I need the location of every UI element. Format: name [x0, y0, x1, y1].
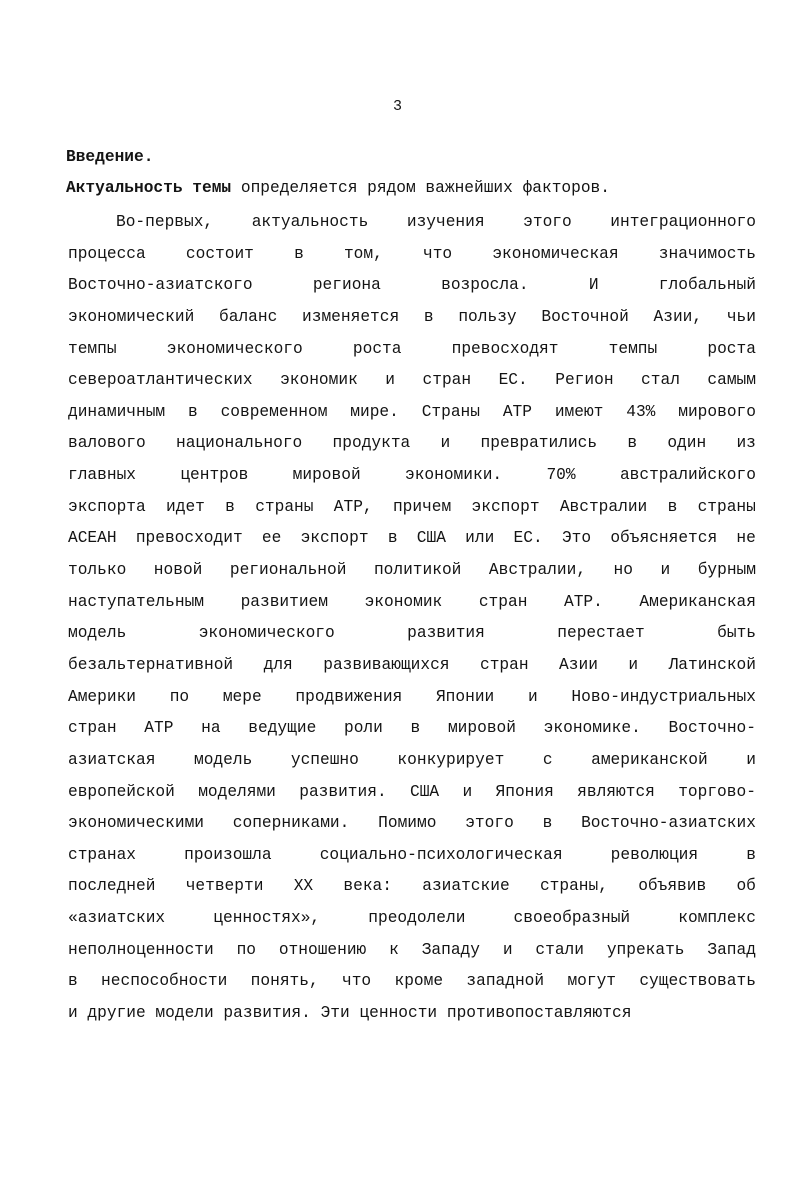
word: ее — [261, 529, 282, 548]
word: том, — [343, 244, 383, 263]
word: Латинской — [668, 655, 756, 674]
word: этого — [465, 814, 514, 833]
word: роста — [707, 339, 756, 358]
word: АТР — [502, 402, 532, 421]
word: национального — [175, 434, 303, 453]
word: в — [542, 814, 553, 833]
word: Австралии, — [488, 561, 587, 580]
word: Америки — [68, 687, 136, 706]
word: по — [169, 687, 190, 706]
word: экспорта — [68, 497, 146, 516]
word: быть — [717, 624, 756, 643]
word: к — [389, 940, 399, 959]
body-paragraph — [68, 211, 756, 1034]
word: модель — [194, 750, 253, 769]
word: Американская — [639, 592, 756, 611]
word: роста — [352, 339, 402, 358]
word: с — [542, 750, 553, 769]
word: развивающихся — [323, 655, 450, 674]
word: западной — [466, 972, 545, 991]
word: ценностях», — [213, 909, 321, 928]
word: главных — [68, 466, 136, 485]
page-number: 3 — [392, 98, 402, 115]
word: и — [746, 750, 756, 769]
word: причем — [392, 497, 452, 516]
word: азиатская — [68, 750, 156, 769]
word: Это — [561, 529, 592, 548]
word: Регион — [555, 371, 614, 390]
word: и — [385, 371, 396, 390]
word: валового — [68, 434, 146, 453]
word: странах — [68, 845, 136, 864]
text-line — [68, 274, 756, 306]
word: продукта — [332, 434, 411, 453]
word: АТР, — [333, 497, 373, 516]
word: объясняется — [610, 529, 718, 548]
word: социально-психологическая — [319, 845, 563, 864]
word: бурным — [697, 561, 756, 580]
word: изменяется — [302, 307, 400, 326]
word: конкурирует — [397, 750, 505, 769]
word: соперниками. — [232, 814, 350, 833]
word: экономики. — [404, 466, 503, 485]
word: экономическая — [492, 244, 619, 263]
word: объявив — [638, 877, 707, 896]
word: экономик — [364, 592, 443, 611]
word: идет — [166, 497, 205, 516]
word: стран — [478, 592, 528, 611]
text-line — [68, 654, 756, 686]
word: экономического — [198, 624, 335, 643]
word: один — [667, 434, 707, 453]
word: неполноценности — [68, 940, 214, 959]
text-line — [68, 432, 756, 464]
text-line — [68, 717, 756, 749]
word: в — [225, 497, 235, 516]
word: понять, — [250, 972, 319, 991]
word: процесса — [68, 244, 146, 263]
word: австралийского — [619, 466, 756, 485]
text-line — [68, 401, 756, 433]
word: региона — [312, 276, 381, 295]
word: региональной — [229, 561, 347, 580]
text-line — [68, 464, 756, 496]
word: отношению — [278, 940, 367, 959]
word: и — [628, 655, 639, 674]
word: страны — [255, 497, 314, 516]
word: преодолели — [368, 909, 466, 928]
word: центров — [180, 466, 249, 485]
word: в — [294, 244, 304, 263]
word: упрекать — [606, 940, 685, 959]
word: мировой — [292, 466, 361, 485]
word: Азии — [559, 655, 598, 674]
word: возросла. — [441, 276, 529, 295]
word: превосходят — [451, 339, 559, 358]
word: глобальный — [658, 276, 756, 295]
text-line — [68, 559, 756, 591]
word: для — [263, 655, 293, 674]
word: в — [68, 972, 78, 991]
word: имеют — [554, 402, 604, 421]
word: являются — [577, 782, 655, 801]
word: или — [465, 529, 495, 548]
word: экономический — [68, 307, 195, 326]
word: что — [342, 972, 372, 991]
word: Азии, — [653, 307, 703, 326]
word: Восточной — [541, 307, 629, 326]
word: Ново-индустриальных — [571, 687, 756, 706]
word: экономик — [280, 371, 358, 390]
word: в — [423, 307, 434, 326]
word: в — [627, 434, 638, 453]
word: Австралии — [559, 497, 648, 516]
word: моделями — [198, 782, 276, 801]
word: в — [188, 402, 198, 421]
word: стран — [422, 371, 472, 390]
word: продвижения — [295, 687, 403, 706]
text-line — [68, 939, 756, 971]
word: в — [746, 845, 756, 864]
word: торгово- — [678, 782, 756, 801]
word: интеграционного — [610, 213, 756, 231]
word: четверти — [185, 877, 264, 896]
word: значимость — [658, 244, 756, 263]
word: своеобразный — [513, 909, 631, 928]
word: изучения — [406, 213, 485, 231]
word: азиатские — [422, 877, 510, 896]
word: безальтернативной — [68, 655, 234, 674]
word: АТР — [144, 719, 174, 738]
word: североатлантических — [68, 371, 253, 390]
word: неспособности — [101, 972, 228, 991]
text-line — [68, 211, 756, 243]
word: современном — [220, 402, 328, 421]
word: экспорт — [300, 529, 369, 548]
word: мирового — [678, 402, 756, 421]
word: и — [660, 561, 671, 580]
word: ЕС. — [513, 529, 543, 548]
word: этого — [523, 213, 572, 231]
word: американской — [591, 750, 708, 769]
word: Страны — [421, 402, 480, 421]
word: темпы — [68, 339, 117, 358]
word: экспорт — [471, 497, 540, 516]
text-line — [68, 591, 756, 623]
word: роли — [343, 719, 383, 738]
word: по — [236, 940, 256, 959]
text-line — [68, 527, 756, 559]
word: темпы — [608, 339, 658, 358]
word: Восточно-азиатского — [68, 276, 253, 295]
word: Японии — [435, 687, 495, 706]
word: могут — [567, 972, 617, 991]
word: баланс — [219, 307, 278, 326]
text-line — [68, 369, 756, 401]
word: успешно — [290, 750, 359, 769]
word: что — [422, 244, 453, 263]
word: в — [410, 719, 421, 738]
word: не — [736, 529, 756, 548]
word: состоит — [185, 244, 254, 263]
word: в — [387, 529, 398, 548]
text-line — [68, 686, 756, 718]
word: динамичным — [68, 402, 166, 421]
word: последней — [68, 877, 156, 896]
text-line — [68, 781, 756, 813]
word: стран — [480, 655, 529, 674]
word: произошла — [184, 845, 272, 864]
word: АТР. — [563, 592, 603, 611]
word: мировой — [447, 719, 516, 738]
text-line — [68, 970, 756, 1002]
word: мире. — [350, 402, 399, 421]
word: об — [736, 877, 756, 896]
word: АСЕАН — [68, 529, 117, 548]
word: экономике. — [543, 719, 641, 738]
word: страны — [697, 497, 756, 516]
text-line — [68, 749, 756, 781]
word: комплекс — [678, 909, 756, 928]
word: политикой — [373, 561, 462, 580]
text-line — [68, 907, 756, 939]
text-line — [68, 875, 756, 907]
word: века: — [343, 877, 392, 896]
text-line — [68, 622, 756, 654]
word: новой — [153, 561, 203, 580]
word: модель — [68, 624, 127, 643]
word: стали — [535, 940, 584, 959]
word: пользу — [458, 307, 517, 326]
word: стал — [641, 371, 680, 390]
text-line: и другие модели развития. Эти ценности противопоставляются — [68, 1004, 632, 1023]
word: «азиатских — [68, 909, 166, 928]
word: Япония — [495, 782, 554, 801]
word: но — [613, 561, 633, 580]
word: 70% — [546, 466, 576, 485]
word: Восточно-азиатских — [581, 814, 756, 833]
word: развития — [407, 624, 485, 643]
word: революция — [610, 845, 699, 864]
word: ведущие — [248, 719, 317, 738]
word: экономическими — [68, 814, 204, 833]
word: превратились — [480, 434, 598, 453]
word: кроме — [394, 972, 444, 991]
word: существовать — [639, 972, 756, 991]
word: развитием — [240, 592, 328, 611]
word: на — [201, 719, 221, 738]
word: стран — [68, 719, 117, 738]
word: Западу — [421, 940, 480, 959]
text-line — [68, 338, 756, 370]
word: чьи — [726, 307, 756, 326]
lead-bold-phrase: Актуальность темы — [66, 179, 232, 197]
word: 43% — [626, 402, 656, 421]
word: развития. — [299, 782, 387, 801]
word: и — [462, 782, 473, 801]
word: наступательным — [68, 592, 204, 611]
word: США — [416, 529, 446, 548]
word: превосходит — [135, 529, 243, 548]
section-heading: Введение. — [66, 148, 154, 166]
word: в — [667, 497, 678, 516]
word: и — [527, 687, 538, 706]
word: Восточно- — [668, 719, 756, 738]
word: европейской — [68, 782, 175, 801]
text-line — [68, 496, 756, 528]
text-line — [68, 306, 756, 338]
word: страны, — [539, 877, 608, 896]
word: только — [68, 561, 127, 580]
word: XX — [293, 877, 314, 896]
word: самым — [707, 371, 756, 390]
word: США — [410, 782, 440, 801]
word: Помимо — [378, 814, 437, 833]
text-line — [68, 812, 756, 844]
word: мере — [222, 687, 262, 706]
word: И — [588, 276, 599, 295]
word: и — [440, 434, 451, 453]
word: из — [736, 434, 756, 453]
text-line — [68, 243, 756, 275]
text-line — [68, 844, 756, 876]
word: перестает — [557, 624, 645, 643]
lead-sentence — [66, 179, 610, 197]
word: Запад — [707, 940, 756, 959]
word: и — [502, 940, 513, 959]
word: экономического — [166, 339, 303, 358]
word: актуальность — [251, 213, 369, 231]
lead-rest: определяется рядом важнейших факторов. — [231, 179, 610, 197]
word: ЕС. — [498, 371, 528, 390]
word: Во-первых, — [116, 213, 214, 231]
